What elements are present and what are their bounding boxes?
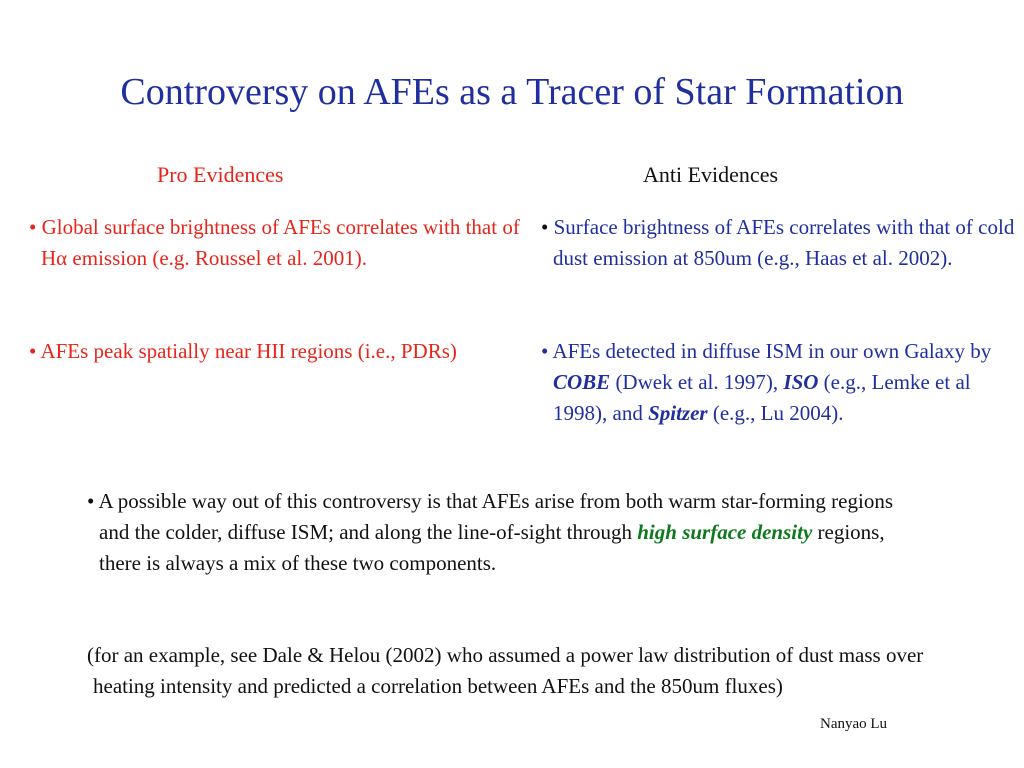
conclusion-emphasis: high surface density: [637, 520, 813, 544]
example-note: (for an example, see Dale & Helou (2002) who assumed a power law distribution of dust mass over heating intensity and predicted a correlation between AFEs and the 850um fluxes): [87, 643, 924, 698]
anti-evidence-item-2: [541, 336, 1023, 429]
pro-evidence-item-2: [29, 336, 511, 367]
anti-evidences-heading: Anti Evidences: [643, 162, 779, 187]
anti-evidence-text-1: Surface brightness of AFEs correlates with that of cold dust emission at 850um (e.g., Haas et al. 2002).: [553, 215, 1015, 270]
conclusion-text-a: A possible way out of this controversy is that AFEs arise from both warm star-forming regions and the colder, diffuse ISM; and along the line-of-sight through: [98, 489, 893, 544]
bullet-marker: •: [29, 215, 37, 239]
anti-evidence-item-1: [541, 212, 1023, 274]
bullet-marker: •: [87, 489, 95, 513]
pro-evidence-text-2: AFEs peak spatially near HII regions (i.e., PDRs): [40, 339, 457, 363]
bullet-marker: •: [541, 339, 549, 363]
slide-title: Controversy on AFEs as a Tracer of Star Formation: [120, 71, 904, 113]
bullet-marker: •: [29, 339, 37, 363]
anti-evidence-text-2b: (Dwek et al. 1997),: [610, 370, 784, 394]
author-name: Nanyao Lu: [820, 716, 888, 732]
pro-evidences-heading: Pro Evidences: [157, 162, 284, 187]
pro-evidence-text-1: Global surface brightness of AFEs correlates with that of Hα emission (e.g. Roussel et al. 2001).: [41, 215, 520, 270]
conclusion-item: [87, 486, 919, 579]
bullet-marker: •: [541, 215, 549, 239]
cobe-mission: COBE: [553, 370, 611, 394]
anti-evidence-text-2c: (e.g., Lemke et al 1998), and: [553, 370, 971, 425]
spitzer-mission: Spitzer: [648, 401, 708, 425]
conclusion-text-b: regions, there is always a mix of these two components.: [99, 520, 885, 575]
anti-evidence-text-2a: AFEs detected in diffuse ISM in our own Galaxy by: [552, 339, 992, 363]
iso-mission: ISO: [783, 370, 819, 394]
pro-evidence-item-1: [29, 212, 531, 274]
anti-evidence-text-2d: (e.g., Lu 2004).: [707, 401, 844, 425]
